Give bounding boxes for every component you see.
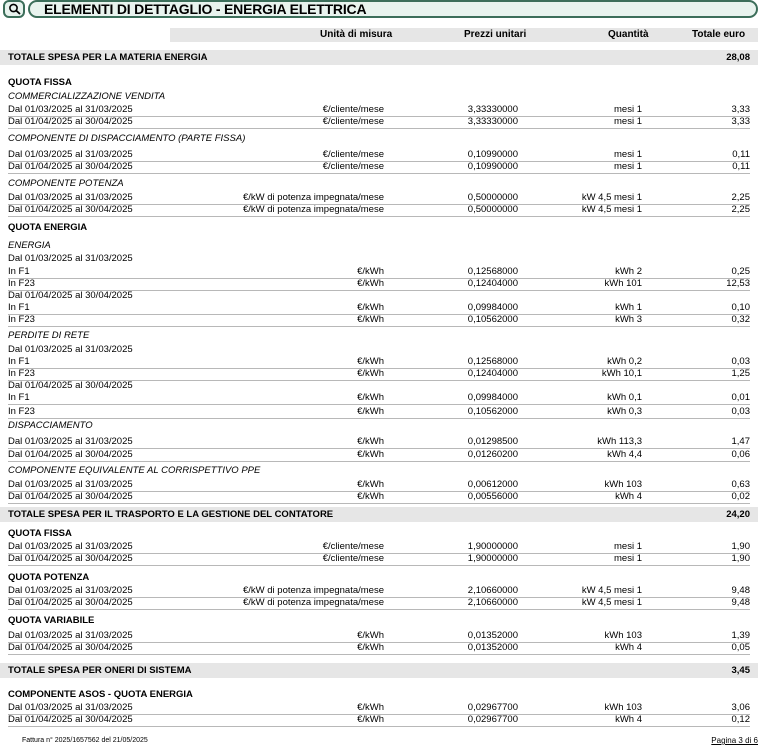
price-cell: 0,01352000 — [467, 630, 518, 641]
price-cell: 0,12404000 — [467, 368, 518, 379]
table-row — [8, 491, 750, 504]
qty-cell: kW 4,5 mesi 1 — [581, 204, 642, 215]
row-label: In F23 — [8, 406, 35, 417]
component-title-label: ENERGIA — [8, 240, 51, 251]
qty-cell: mesi 1 — [614, 541, 642, 552]
section-total-value: 3,45 — [731, 665, 750, 676]
qty-cell: kWh 103 — [604, 702, 642, 713]
unit-cell: €/kWh — [357, 302, 384, 313]
qty-cell: kWh 0,3 — [607, 406, 642, 417]
qty-cell: kWh 101 — [604, 278, 642, 289]
column-header-price: Prezzi unitari — [464, 29, 527, 40]
unit-cell: €/kWh — [357, 356, 384, 367]
total-cell: 3,33 — [731, 116, 750, 127]
unit-cell: €/kW di potenza impegnata/mese — [243, 585, 384, 596]
total-cell: 0,03 — [731, 356, 750, 367]
total-cell: 0,06 — [731, 449, 750, 460]
table-row — [8, 406, 750, 419]
table-row — [8, 449, 750, 462]
column-header-unit: Unità di misura — [320, 29, 393, 40]
total-cell: 0,32 — [731, 314, 750, 325]
table-row — [8, 642, 750, 655]
section-header — [0, 0, 758, 20]
row-label: Dal 01/03/2025 al 31/03/2025 — [8, 630, 133, 641]
unit-cell: €/kWh — [357, 368, 384, 379]
qty-cell: kWh 10,1 — [601, 368, 642, 379]
total-cell: 1,39 — [731, 630, 750, 641]
price-cell: 0,00556000 — [467, 491, 518, 502]
price-cell: 2,10660000 — [467, 597, 518, 608]
group-title-label: QUOTA FISSA — [8, 528, 72, 539]
unit-cell: €/cliente/mese — [322, 553, 384, 564]
qty-cell: kWh 0,1 — [607, 392, 642, 403]
section-total-value: 28,08 — [726, 52, 750, 63]
table-row — [8, 392, 750, 405]
qty-cell: kWh 103 — [604, 630, 642, 641]
section-total-value: 24,20 — [726, 509, 750, 520]
unit-cell: €/cliente/mese — [322, 161, 384, 172]
column-header-total: Totale euro — [692, 29, 746, 40]
group-title — [8, 77, 750, 89]
price-cell: 1,90000000 — [467, 553, 518, 564]
table-row — [8, 116, 750, 129]
component-title — [8, 330, 750, 342]
qty-cell: mesi 1 — [614, 149, 642, 160]
total-cell: 3,06 — [731, 702, 750, 713]
qty-cell: kWh 2 — [615, 266, 642, 277]
qty-cell: kW 4,5 mesi 1 — [581, 597, 642, 608]
unit-cell: €/kWh — [357, 491, 384, 502]
unit-cell: €/kW di potenza impegnata/mese — [243, 204, 384, 215]
page-title: ELEMENTI DI DETTAGLIO - ENERGIA ELETTRICA — [44, 1, 367, 17]
table-row — [8, 161, 750, 174]
unit-cell: €/kWh — [357, 642, 384, 653]
row-label: Dal 01/04/2025 al 30/04/2025 — [8, 642, 133, 653]
row-label: Dal 01/04/2025 al 30/04/2025 — [8, 553, 133, 564]
component-title — [8, 91, 750, 103]
total-cell: 12,53 — [726, 278, 750, 289]
qty-cell: mesi 1 — [614, 553, 642, 564]
invoice-reference: Fattura n° 2025/1657562 del 21/05/2025 — [22, 737, 148, 744]
row-label: Dal 01/04/2025 al 30/04/2025 — [8, 161, 133, 172]
total-cell: 9,48 — [731, 597, 750, 608]
period-label — [8, 380, 750, 392]
price-cell: 0,10990000 — [467, 161, 518, 172]
row-label: Dal 01/03/2025 al 31/03/2025 — [8, 479, 133, 490]
qty-cell: kW 4,5 mesi 1 — [581, 585, 642, 596]
qty-cell: kWh 1 — [615, 302, 642, 313]
component-title-label: PERDITE DI RETE — [8, 330, 90, 341]
qty-cell: kWh 4 — [615, 642, 642, 653]
price-cell: 0,10562000 — [467, 406, 518, 417]
table-row — [8, 597, 750, 610]
row-label: In F1 — [8, 266, 30, 277]
qty-cell: kW 4,5 mesi 1 — [581, 192, 642, 203]
total-cell: 1,90 — [731, 541, 750, 552]
group-title-label: QUOTA POTENZA — [8, 572, 90, 583]
price-cell: 0,01298500 — [467, 436, 518, 447]
price-cell: 3,33330000 — [467, 104, 518, 115]
group-title — [8, 615, 750, 627]
period-label-text: Dal 01/04/2025 al 30/04/2025 — [8, 380, 133, 391]
column-header-qty: Quantità — [608, 29, 649, 40]
row-label: Dal 01/04/2025 al 30/04/2025 — [8, 116, 133, 127]
unit-cell: €/kWh — [357, 314, 384, 325]
qty-cell: kWh 4 — [615, 714, 642, 725]
unit-cell: €/kWh — [357, 714, 384, 725]
row-label: In F1 — [8, 392, 30, 403]
group-title-label: COMPONENTE ASOS - QUOTA ENERGIA — [8, 689, 193, 700]
table-row — [8, 204, 750, 217]
component-title — [8, 420, 750, 432]
unit-cell: €/kWh — [357, 278, 384, 289]
price-cell: 0,09984000 — [467, 302, 518, 313]
component-title-label: COMPONENTE DI DISPACCIAMENTO (PARTE FISSA) — [8, 133, 246, 144]
total-cell: 2,25 — [731, 204, 750, 215]
total-cell: 0,11 — [732, 161, 750, 172]
unit-cell: €/kWh — [357, 266, 384, 277]
price-cell: 1,90000000 — [467, 541, 518, 552]
price-cell: 0,02967700 — [467, 702, 518, 713]
total-cell: 0,12 — [731, 714, 750, 725]
row-label: Dal 01/03/2025 al 31/03/2025 — [8, 541, 133, 552]
qty-cell: kWh 113,3 — [597, 436, 642, 447]
total-cell: 1,47 — [731, 436, 750, 447]
price-cell: 0,01260200 — [467, 449, 518, 460]
component-title-label: DISPACCIAMENTO — [8, 420, 93, 431]
section-total-label: TOTALE SPESA PER ONERI DI SISTEMA — [8, 665, 192, 676]
table-row — [8, 314, 750, 327]
row-label: Dal 01/04/2025 al 30/04/2025 — [8, 714, 133, 725]
total-cell: 9,48 — [731, 585, 750, 596]
table-row — [8, 436, 750, 449]
component-title — [8, 133, 750, 145]
group-title — [8, 222, 750, 234]
qty-cell: mesi 1 — [614, 116, 642, 127]
section-total — [0, 50, 758, 65]
section-total — [0, 663, 758, 678]
group-title-label: QUOTA FISSA — [8, 77, 72, 88]
price-cell: 0,12568000 — [467, 266, 518, 277]
component-title — [8, 465, 750, 477]
table-row — [8, 553, 750, 566]
total-cell: 0,02 — [731, 491, 750, 502]
row-label: In F23 — [8, 314, 35, 325]
unit-cell: €/cliente/mese — [322, 149, 384, 160]
search-icon[interactable] — [3, 0, 25, 18]
period-label — [8, 253, 750, 265]
qty-cell: kWh 4 — [615, 491, 642, 502]
price-cell: 0,12568000 — [467, 356, 518, 367]
period-label — [8, 344, 750, 356]
total-cell: 1,25 — [731, 368, 750, 379]
period-label — [8, 290, 750, 302]
price-cell: 0,01352000 — [467, 642, 518, 653]
unit-cell: €/kWh — [357, 406, 384, 417]
price-cell: 0,50000000 — [467, 192, 518, 203]
total-cell: 0,25 — [731, 266, 750, 277]
section-total — [0, 507, 758, 522]
group-title — [8, 689, 750, 701]
total-cell: 0,05 — [731, 642, 750, 653]
price-cell: 0,12404000 — [467, 278, 518, 289]
price-cell: 3,33330000 — [467, 116, 518, 127]
row-label: Dal 01/04/2025 al 30/04/2025 — [8, 597, 133, 608]
qty-cell: mesi 1 — [614, 104, 642, 115]
total-cell: 3,33 — [731, 104, 750, 115]
total-cell: 2,25 — [731, 192, 750, 203]
row-label: Dal 01/03/2025 al 31/03/2025 — [8, 585, 133, 596]
group-title-label: QUOTA VARIABILE — [8, 615, 95, 626]
table-row — [8, 714, 750, 727]
qty-cell: kWh 0,2 — [607, 356, 642, 367]
qty-cell: mesi 1 — [614, 161, 642, 172]
period-label-text: Dal 01/03/2025 al 31/03/2025 — [8, 344, 133, 355]
row-label: Dal 01/03/2025 al 31/03/2025 — [8, 192, 133, 203]
row-label: In F1 — [8, 302, 30, 313]
row-label: Dal 01/03/2025 al 31/03/2025 — [8, 702, 133, 713]
price-cell: 0,50000000 — [467, 204, 518, 215]
unit-cell: €/kWh — [357, 392, 384, 403]
total-cell: 0,01 — [731, 392, 750, 403]
unit-cell: €/kWh — [357, 702, 384, 713]
unit-cell: €/kWh — [357, 630, 384, 641]
price-cell: 0,10562000 — [467, 314, 518, 325]
price-cell: 0,02967700 — [467, 714, 518, 725]
row-label: Dal 01/03/2025 al 31/03/2025 — [8, 436, 133, 447]
component-title-label: COMMERCIALIZZAZIONE VENDITA — [8, 91, 166, 102]
group-title — [8, 528, 750, 540]
unit-cell: €/kWh — [357, 479, 384, 490]
row-label: Dal 01/04/2025 al 30/04/2025 — [8, 449, 133, 460]
row-label: Dal 01/04/2025 al 30/04/2025 — [8, 491, 133, 502]
price-cell: 0,10990000 — [467, 149, 518, 160]
qty-cell: kWh 3 — [615, 314, 642, 325]
unit-cell: €/cliente/mese — [322, 541, 384, 552]
row-label: Dal 01/04/2025 al 30/04/2025 — [8, 204, 133, 215]
total-cell: 0,03 — [731, 406, 750, 417]
total-cell: 0,11 — [732, 149, 750, 160]
row-label: In F23 — [8, 368, 35, 379]
price-cell: 2,10660000 — [467, 585, 518, 596]
group-title-label: QUOTA ENERGIA — [8, 222, 88, 233]
total-cell: 0,63 — [731, 479, 750, 490]
total-cell: 0,10 — [731, 302, 750, 313]
section-total-label: TOTALE SPESA PER LA MATERIA ENERGIA — [8, 52, 208, 63]
unit-cell: €/cliente/mese — [322, 104, 384, 115]
component-title — [8, 240, 750, 252]
unit-cell: €/kWh — [357, 449, 384, 460]
row-label: In F23 — [8, 278, 35, 289]
component-title-label: COMPONENTE POTENZA — [8, 178, 124, 189]
unit-cell: €/cliente/mese — [322, 116, 384, 127]
section-total-label: TOTALE SPESA PER IL TRASPORTO E LA GESTIONE DEL CONTATORE — [8, 509, 334, 520]
total-cell: 1,90 — [731, 553, 750, 564]
period-label-text: Dal 01/03/2025 al 31/03/2025 — [8, 253, 133, 264]
price-cell: 0,00612000 — [467, 479, 518, 490]
group-title — [8, 572, 750, 584]
component-title-label: COMPONENTE EQUIVALENTE AL CORRISPETTIVO PPE — [8, 465, 261, 476]
component-title — [8, 178, 750, 190]
unit-cell: €/kWh — [357, 436, 384, 447]
unit-cell: €/kW di potenza impegnata/mese — [243, 597, 384, 608]
row-label: Dal 01/03/2025 al 31/03/2025 — [8, 104, 133, 115]
qty-cell: kWh 103 — [604, 479, 642, 490]
page-indicator[interactable]: Pagina 3 di 6 — [711, 736, 758, 745]
row-label: In F1 — [8, 356, 30, 367]
unit-cell: €/kW di potenza impegnata/mese — [243, 192, 384, 203]
row-label: Dal 01/03/2025 al 31/03/2025 — [8, 149, 133, 160]
price-cell: 0,09984000 — [467, 392, 518, 403]
qty-cell: kWh 4,4 — [607, 449, 642, 460]
period-label-text: Dal 01/04/2025 al 30/04/2025 — [8, 290, 133, 301]
